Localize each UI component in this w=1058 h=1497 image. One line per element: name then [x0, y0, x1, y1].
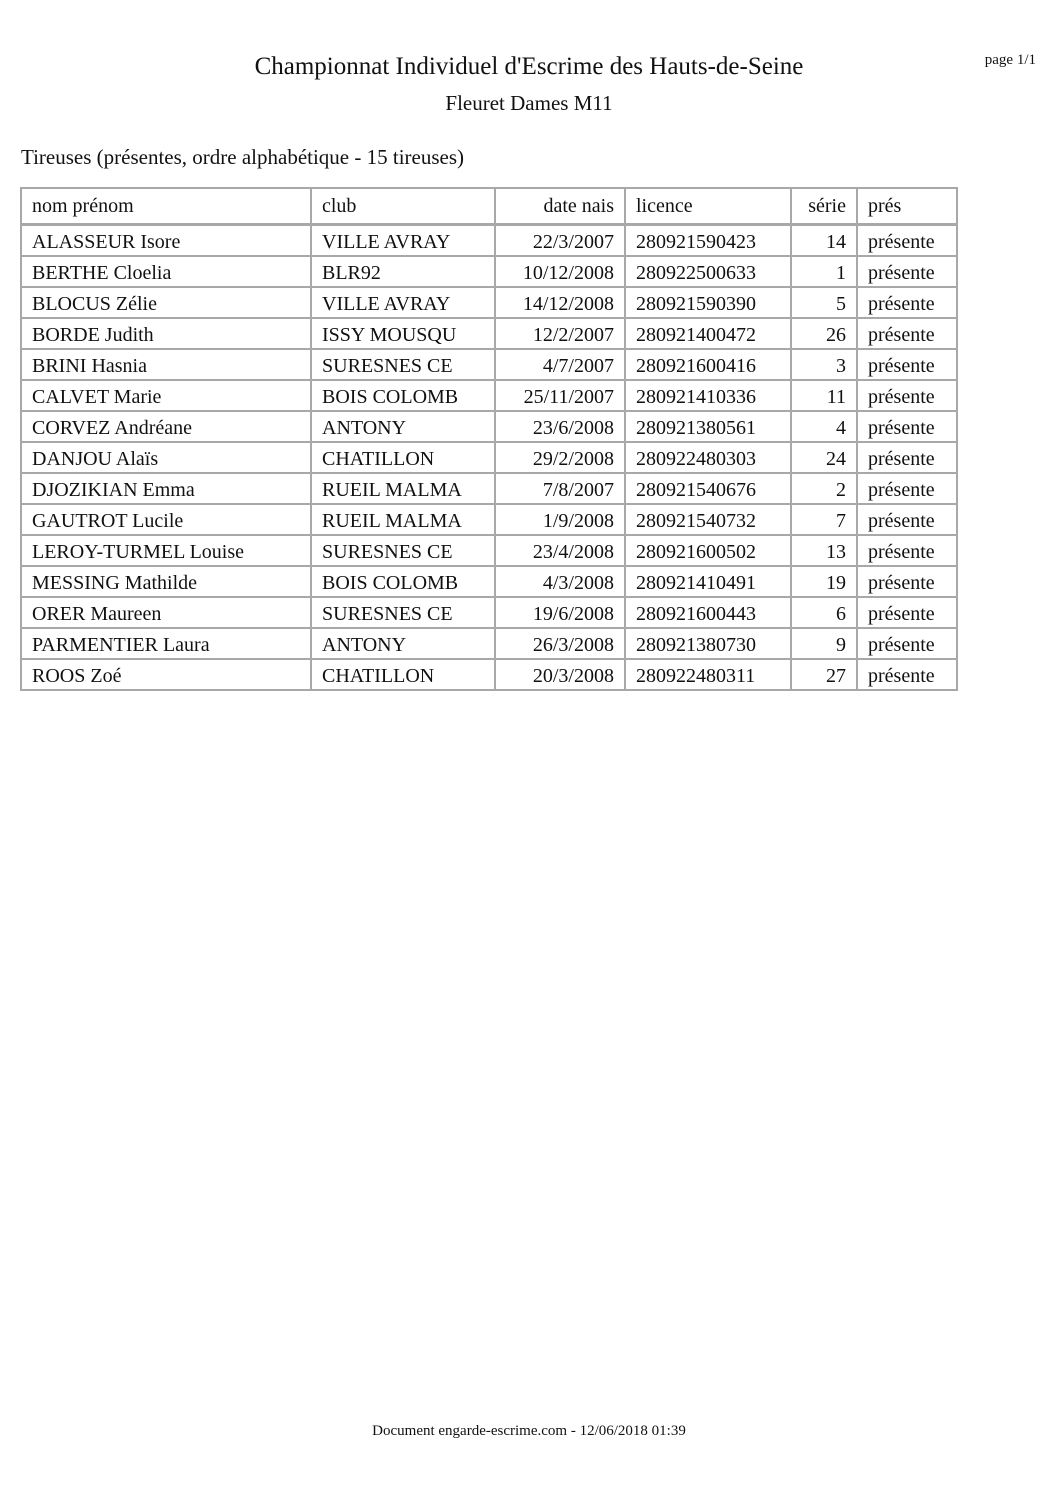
- cell-presence: présente: [857, 597, 957, 628]
- section-heading: Tireuses (présentes, ordre alphabétique - 15 tireuses): [21, 145, 465, 169]
- cell-birthdate: 4/3/2008: [495, 566, 625, 597]
- cell-name: BLOCUS Zélie: [21, 287, 311, 318]
- column-header-birthdate: date nais: [495, 188, 625, 225]
- cell-club: ANTONY: [311, 628, 495, 659]
- cell-birthdate: 26/3/2008: [495, 628, 625, 659]
- table-row: [21, 256, 957, 287]
- cell-club: BLR92: [311, 256, 495, 287]
- cell-club: VILLE AVRAY: [311, 287, 495, 318]
- cell-serie: 6: [791, 597, 857, 628]
- fencers-table: [20, 187, 958, 691]
- cell-birthdate: 25/11/2007: [495, 380, 625, 411]
- cell-licence: 280921410491: [625, 566, 791, 597]
- cell-licence: 280921400472: [625, 318, 791, 349]
- cell-licence: 280921600416: [625, 349, 791, 380]
- cell-licence: 280921600443: [625, 597, 791, 628]
- cell-club: CHATILLON: [311, 442, 495, 473]
- cell-licence: 280921590390: [625, 287, 791, 318]
- table-row: [21, 287, 957, 318]
- cell-club: ISSY MOUSQU: [311, 318, 495, 349]
- cell-name: DANJOU Alaïs: [21, 442, 311, 473]
- cell-club: ANTONY: [311, 411, 495, 442]
- cell-name: PARMENTIER Laura: [21, 628, 311, 659]
- cell-presence: présente: [857, 411, 957, 442]
- cell-club: SURESNES CE: [311, 535, 495, 566]
- cell-serie: 26: [791, 318, 857, 349]
- cell-licence: 280922480311: [625, 659, 791, 690]
- cell-serie: 11: [791, 380, 857, 411]
- table-row: [21, 597, 957, 628]
- cell-serie: 7: [791, 504, 857, 535]
- cell-name: ROOS Zoé: [21, 659, 311, 690]
- cell-presence: présente: [857, 287, 957, 318]
- cell-serie: 19: [791, 566, 857, 597]
- column-header-name: nom prénom: [21, 188, 311, 225]
- cell-serie: 27: [791, 659, 857, 690]
- cell-name: ORER Maureen: [21, 597, 311, 628]
- table-row: [21, 535, 957, 566]
- table-row: [21, 225, 957, 257]
- table-row: [21, 380, 957, 411]
- column-header-presence: prés: [857, 188, 957, 225]
- cell-serie: 14: [791, 225, 857, 257]
- cell-name: MESSING Mathilde: [21, 566, 311, 597]
- cell-name: GAUTROT Lucile: [21, 504, 311, 535]
- document-title: Championnat Individuel d'Escrime des Hauts-de-Seine: [254, 53, 804, 80]
- cell-serie: 2: [791, 473, 857, 504]
- cell-licence: 280922500633: [625, 256, 791, 287]
- cell-presence: présente: [857, 349, 957, 380]
- cell-birthdate: 12/2/2007: [495, 318, 625, 349]
- cell-licence: 280921590423: [625, 225, 791, 257]
- cell-presence: présente: [857, 225, 957, 257]
- cell-birthdate: 10/12/2008: [495, 256, 625, 287]
- cell-presence: présente: [857, 442, 957, 473]
- cell-serie: 1: [791, 256, 857, 287]
- cell-club: SURESNES CE: [311, 597, 495, 628]
- table-row: [21, 659, 957, 690]
- table-header-row: [21, 188, 957, 225]
- cell-name: LEROY-TURMEL Louise: [21, 535, 311, 566]
- table-row: [21, 473, 957, 504]
- cell-club: BOIS COLOMB: [311, 566, 495, 597]
- cell-presence: présente: [857, 473, 957, 504]
- table-row: [21, 318, 957, 349]
- cell-birthdate: 23/6/2008: [495, 411, 625, 442]
- cell-presence: présente: [857, 318, 957, 349]
- cell-presence: présente: [857, 380, 957, 411]
- table-row: [21, 411, 957, 442]
- cell-licence: 280921540732: [625, 504, 791, 535]
- cell-licence: 280921380561: [625, 411, 791, 442]
- document-subtitle: Fleuret Dames M11: [445, 91, 613, 115]
- cell-serie: 3: [791, 349, 857, 380]
- cell-name: BERTHE Cloelia: [21, 256, 311, 287]
- cell-presence: présente: [857, 659, 957, 690]
- cell-club: RUEIL MALMA: [311, 473, 495, 504]
- cell-presence: présente: [857, 256, 957, 287]
- page-number: page 1/1: [984, 52, 1036, 68]
- cell-presence: présente: [857, 504, 957, 535]
- table-row: [21, 504, 957, 535]
- cell-birthdate: 29/2/2008: [495, 442, 625, 473]
- cell-presence: présente: [857, 628, 957, 659]
- cell-presence: présente: [857, 535, 957, 566]
- cell-serie: 13: [791, 535, 857, 566]
- cell-birthdate: 1/9/2008: [495, 504, 625, 535]
- cell-name: DJOZIKIAN Emma: [21, 473, 311, 504]
- cell-licence: 280921380730: [625, 628, 791, 659]
- cell-presence: présente: [857, 566, 957, 597]
- cell-name: CALVET Marie: [21, 380, 311, 411]
- cell-club: VILLE AVRAY: [311, 225, 495, 257]
- cell-name: ALASSEUR Isore: [21, 225, 311, 257]
- cell-club: BOIS COLOMB: [311, 380, 495, 411]
- table-row: [21, 349, 957, 380]
- table-row: [21, 566, 957, 597]
- cell-serie: 24: [791, 442, 857, 473]
- cell-licence: 280921540676: [625, 473, 791, 504]
- cell-serie: 4: [791, 411, 857, 442]
- footer-note: Document engarde-escrime.com - 12/06/2018 01:39: [372, 1423, 686, 1439]
- cell-club: RUEIL MALMA: [311, 504, 495, 535]
- column-header-club: club: [311, 188, 495, 225]
- cell-licence: 280921600502: [625, 535, 791, 566]
- cell-birthdate: 22/3/2007: [495, 225, 625, 257]
- table-row: [21, 442, 957, 473]
- cell-serie: 5: [791, 287, 857, 318]
- cell-name: BRINI Hasnia: [21, 349, 311, 380]
- cell-licence: 280922480303: [625, 442, 791, 473]
- cell-birthdate: 20/3/2008: [495, 659, 625, 690]
- cell-name: CORVEZ Andréane: [21, 411, 311, 442]
- cell-club: SURESNES CE: [311, 349, 495, 380]
- cell-serie: 9: [791, 628, 857, 659]
- cell-name: BORDE Judith: [21, 318, 311, 349]
- column-header-licence: licence: [625, 188, 791, 225]
- cell-birthdate: 7/8/2007: [495, 473, 625, 504]
- cell-club: CHATILLON: [311, 659, 495, 690]
- cell-birthdate: 23/4/2008: [495, 535, 625, 566]
- column-header-serie: série: [791, 188, 857, 225]
- table-row: [21, 628, 957, 659]
- cell-birthdate: 14/12/2008: [495, 287, 625, 318]
- cell-birthdate: 4/7/2007: [495, 349, 625, 380]
- cell-licence: 280921410336: [625, 380, 791, 411]
- cell-birthdate: 19/6/2008: [495, 597, 625, 628]
